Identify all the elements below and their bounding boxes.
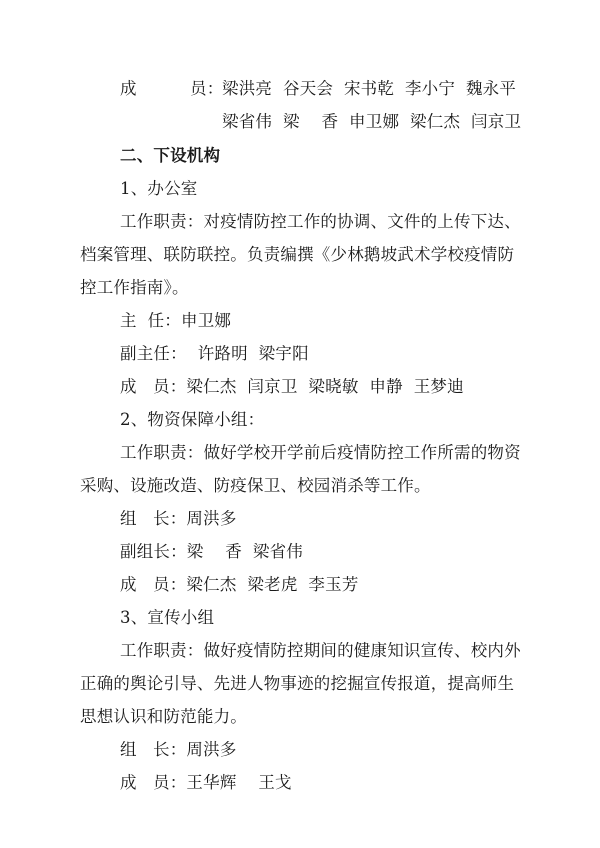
office-duty-line-1: 工作职责：对疫情防控工作的协调、文件的上传下达、 <box>120 212 521 231</box>
office-duty-line-3: 控工作指南》。 <box>80 278 189 297</box>
supplies-members: 成 员：梁仁杰 梁老虎 李玉芳 <box>120 575 359 594</box>
publicity-duty-line-2: 正确的舆论引导、先进人物事迹的挖掘宣传报道，提高师生 <box>80 674 515 693</box>
supplies-leader: 组 长：周洪多 <box>120 509 237 528</box>
supplies-duty-line-1: 工作职责：做好学校开学前后疫情防控工作所需的物资 <box>120 443 521 462</box>
office-director: 主 任：申卫娜 <box>120 311 232 330</box>
supplies-duty-line-2: 采购、设施改造、防疫保卫、校园消杀等工作。 <box>80 476 431 495</box>
members-label-char1: 成 <box>120 79 137 98</box>
office-deputy: 副主任： 许路明 梁宇阳 <box>120 344 309 363</box>
supplies-title: 2、物资保障小组： <box>120 410 265 429</box>
top-members-row-2: 梁省伟 梁 香 申卫娜 梁仁杰 闫京卫 <box>222 112 522 131</box>
publicity-leader: 组 长：周洪多 <box>120 740 237 759</box>
section-title: 二、下设机构 <box>120 146 221 165</box>
publicity-duty-line-3: 思想认识和防范能力。 <box>80 707 247 726</box>
office-title: 1、办公室 <box>120 179 198 198</box>
publicity-duty-line-1: 工作职责：做好疫情防控期间的健康知识宣传、校内外 <box>120 641 521 660</box>
supplies-deputy: 副组长：梁 香 梁省伟 <box>120 542 303 561</box>
publicity-members: 成 员：王华辉 王戈 <box>120 773 292 792</box>
publicity-title: 3、宣传小组 <box>120 608 215 627</box>
office-members: 成 员：梁仁杰 闫京卫 梁晓敏 申静 王梦迪 <box>120 377 464 396</box>
office-duty-line-2: 档案管理、联防联控。负责编撰《少林鹅坡武术学校疫情防 <box>80 245 515 264</box>
members-label-char2: 员： <box>190 79 224 98</box>
top-members-row-1: 梁洪亮 谷天会 宋书乾 李小宁 魏永平 <box>222 79 517 98</box>
